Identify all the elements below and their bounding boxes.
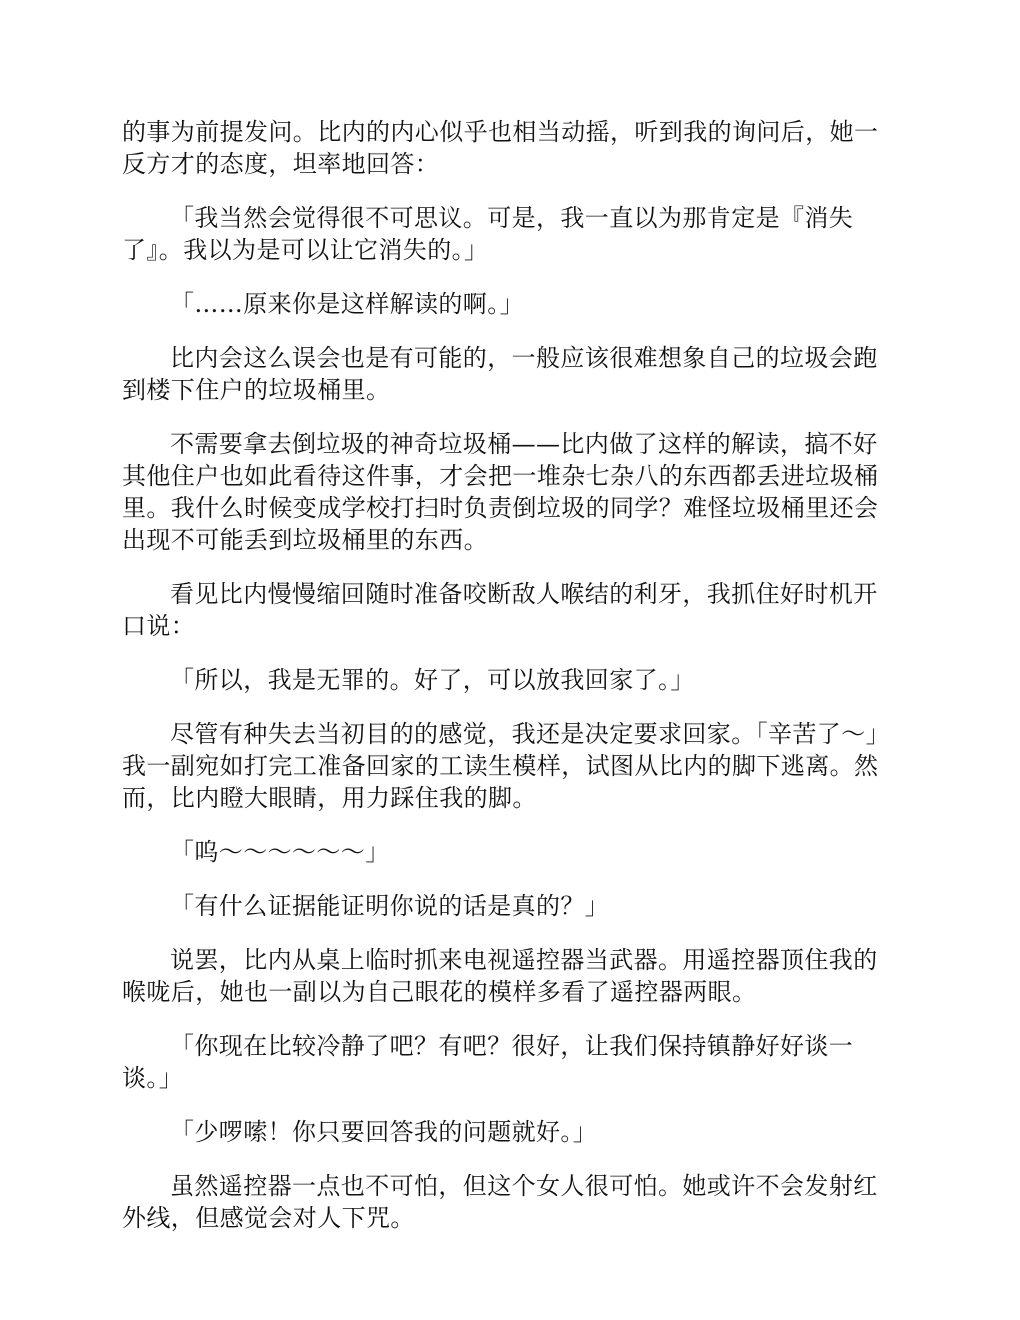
paragraph-6: 看见比内慢慢缩回随时准备咬断敌人喉结的利牙，我抓住好时机开口说：: [122, 580, 878, 640]
paragraph-3: 「……原来你是这样解读的啊。」: [170, 290, 524, 318]
paragraph-7: 「所以，我是无罪的。好了，可以放我回家了。」: [170, 666, 695, 694]
paragraph-4: 比内会这么误会也是有可能的，一般应该很难想象自己的垃圾会跑到楼下住户的垃圾桶里。: [122, 344, 878, 404]
paragraph-13: 「少啰嗦！你只要回答我的问题就好。」: [170, 1118, 598, 1146]
paragraph-11: 说罢，比内从桌上临时抓来电视遥控器当武器。用遥控器顶住我的喉咙后，她也一副以为自己眼花的模样多看了遥控器两眼。: [122, 946, 878, 1006]
paragraph-10: 「有什么证据能证明你说的话是真的？」: [170, 892, 610, 920]
paragraph-12: 「你现在比较冷静了吧？有吧？很好，让我们保持镇静好好谈一谈。」: [122, 1032, 854, 1092]
paragraph-2: 「我当然会觉得很不可思议。可是，我一直以为那肯定是『消失了』。我以为是可以让它消失的。」: [122, 204, 854, 264]
paragraph-9: 「呜～～～～～～」: [170, 838, 390, 866]
paragraph-5: 不需要拿去倒垃圾的神奇垃圾桶——比内做了这样的解读，搞不好其他住户也如此看待这件事，才会把一堆杂七杂八的东西都丢进垃圾桶里。我什么时候变成学校打扫时负责倒垃圾的同学？难怪垃圾桶里还会出现不可能丢到垃圾桶里的东西。: [122, 430, 879, 554]
paragraph-14: 虽然遥控器一点也不可怕，但这个女人很可怕。她或许不会发射红外线，但感觉会对人下咒。: [122, 1172, 878, 1232]
paragraph-1: 的事为前提发问。比内的内心似乎也相当动摇，听到我的询问后，她一反方才的态度，坦率地回答：: [122, 118, 879, 178]
paragraph-8: 尽管有种失去当初目的的感觉，我还是决定要求回家。「辛苦了～」我一副宛如打完工准备回家的工读生模样，试图从比内的脚下逃离。然而，比内瞪大眼睛，用力踩住我的脚。: [122, 720, 890, 812]
